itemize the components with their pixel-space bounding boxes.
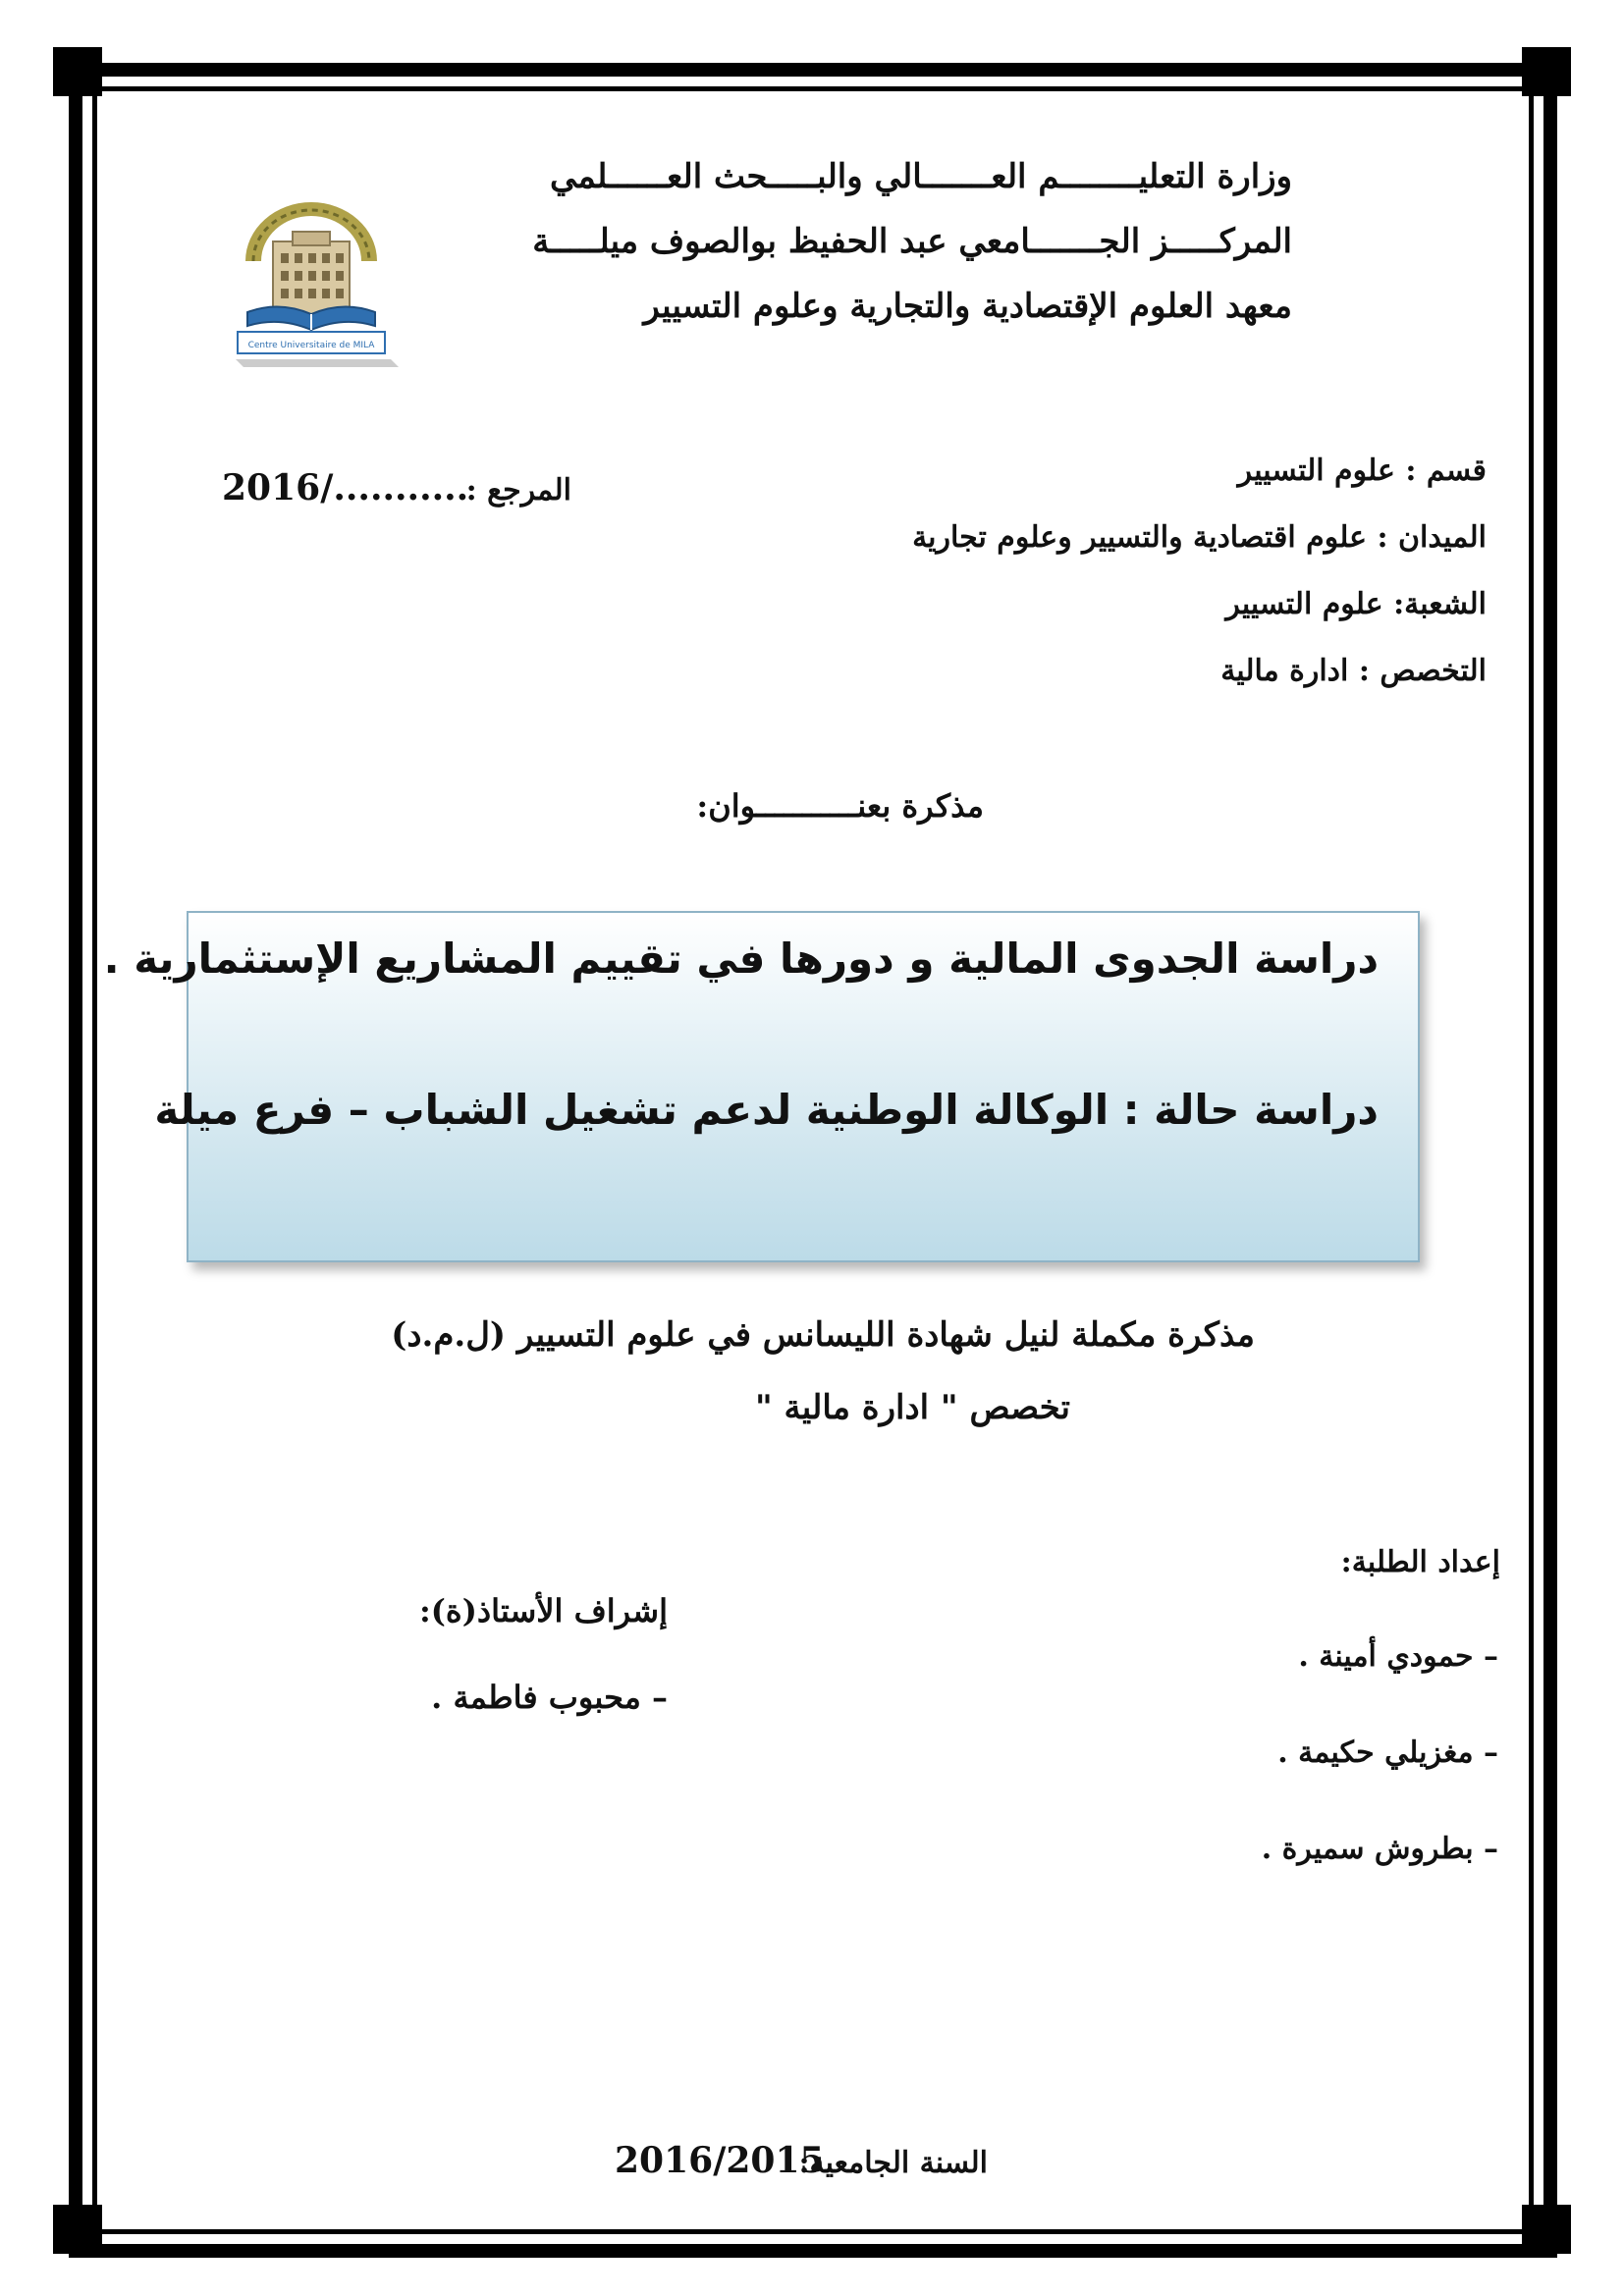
- university-logo: [224, 192, 399, 369]
- academic-year-value: 2016/2015: [615, 2140, 825, 2181]
- supervisor-label: إشراف الأستاذ(ة):: [418, 1592, 668, 1629]
- reference-value: 2016/...........: [222, 467, 469, 508]
- corner-ornament: [1522, 47, 1571, 96]
- ministry-name: وزارة التعليــــــــم العـــــــالي والبـــــحث العــــــلمي: [549, 157, 1292, 196]
- degree-statement: مذكرة مكملة لنيل شهادة الليسانس في علوم التسيير (ل.م.د): [391, 1315, 1255, 1355]
- academic-year-label: السنة الجامعية:: [798, 2146, 988, 2180]
- degree-specialty: تخصص " ادارة مالية ": [754, 1388, 1070, 1427]
- case-study-title: دراسة حالة : الوكالة الوطنية لدعم تشغيل الشباب – فرع ميلة: [154, 1086, 1379, 1134]
- branch: الشعبة: علوم التسيير: [1225, 587, 1487, 621]
- university-name: المركـــــز الجـــــــامعي عبد الحفيظ بوالصوف ميلـــــة: [532, 222, 1292, 261]
- memo-title: دراسة الجدوى المالية و دورها في تقييم المشاريع الإستثمارية .: [103, 934, 1379, 983]
- title-box: [103, 911, 1420, 1262]
- student-name: – حمودي أمينة .: [1298, 1639, 1498, 1674]
- reference-label: المرجع :: [465, 473, 571, 507]
- student-name: – بطروش سميرة .: [1261, 1832, 1498, 1866]
- corner-ornament: [53, 47, 102, 96]
- students-label: إعداد الطلبة:: [1340, 1545, 1500, 1579]
- department: قسم : علوم التسيير: [1237, 454, 1487, 488]
- supervisor-name: – محبوب فاطمة .: [431, 1679, 668, 1716]
- field: الميدان : علوم اقتصادية والتسيير وعلوم تجارية: [912, 520, 1487, 555]
- student-name: – مغزيلي حكيمة .: [1277, 1735, 1498, 1770]
- corner-ornament: [1522, 2205, 1571, 2254]
- institute-name: معهد العلوم الإقتصادية والتجارية وعلوم التسيير: [643, 287, 1292, 326]
- memo-label: مذكرة بعنـــــــــــوان:: [696, 787, 984, 825]
- corner-ornament: [53, 2205, 102, 2254]
- logo-caption: Centre Universitaire de MILA: [247, 341, 375, 350]
- specialty: التخصص : ادارة مالية: [1220, 654, 1487, 688]
